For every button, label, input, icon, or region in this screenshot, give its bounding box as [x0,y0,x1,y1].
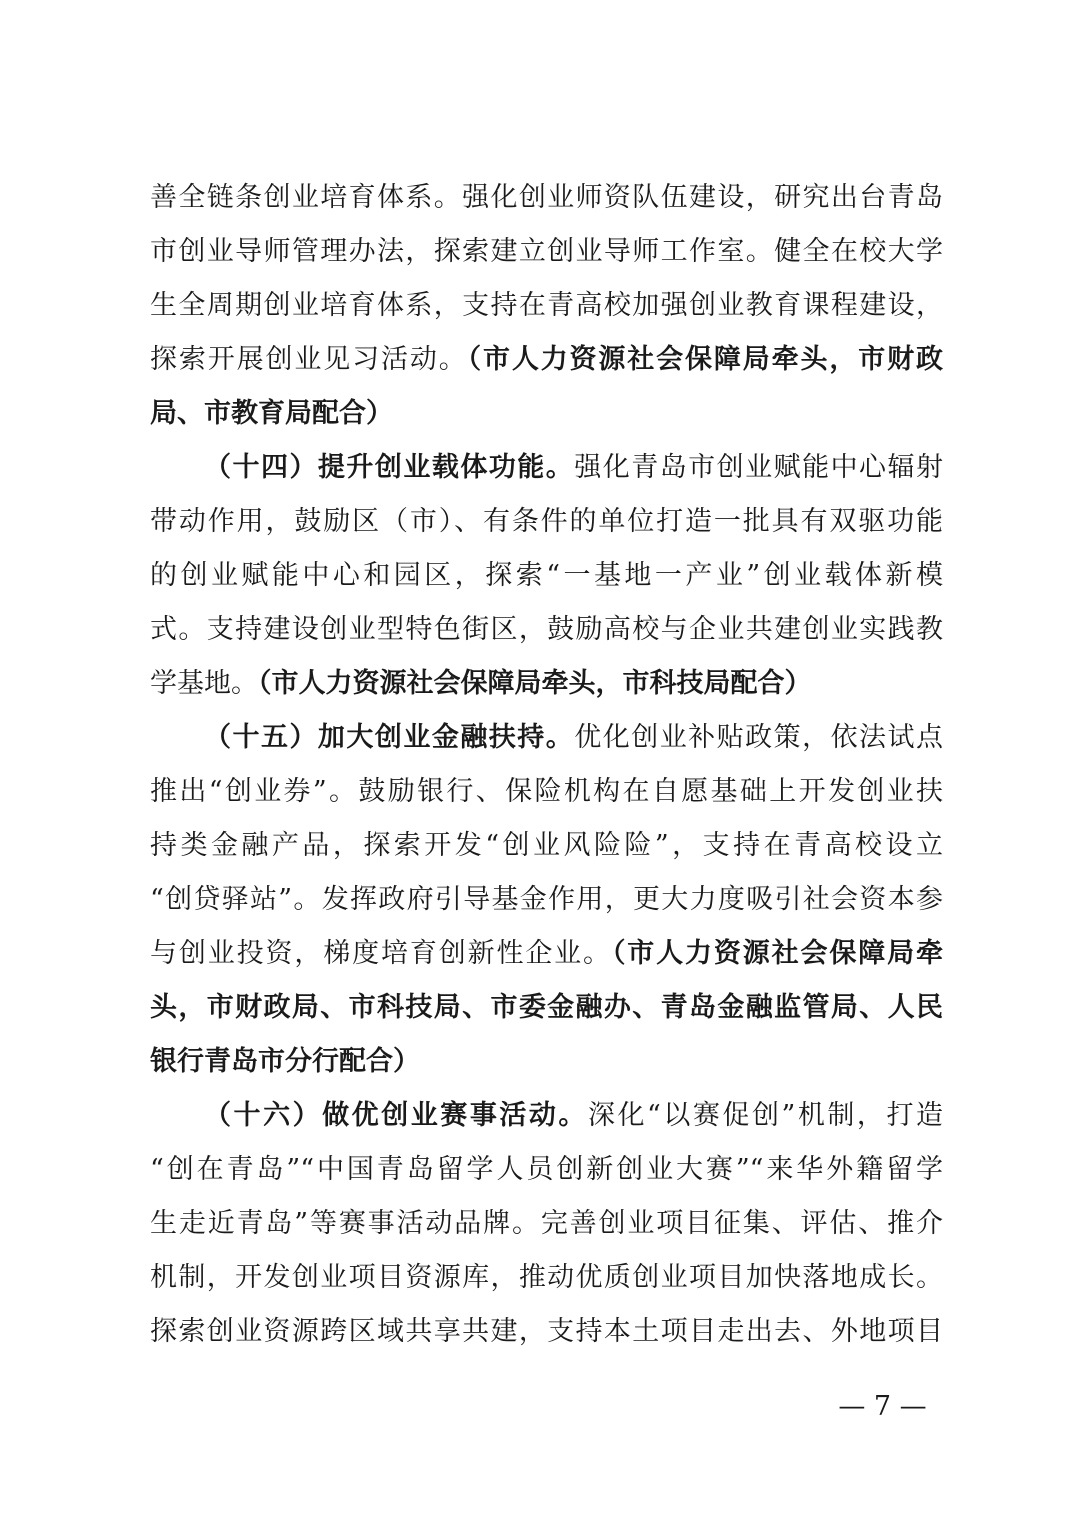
page-number: — 7 — [838,1391,927,1422]
responsible-dept-text: （市人力资源社会保障局牵头，市财政 [467,344,944,375]
text-line-21 [150,1258,943,1298]
text-line-22 [150,1312,943,1352]
text-span: “创在青岛”“中国青岛留学人员创新创业大赛”“来华外籍留学 [150,1154,943,1185]
text-line-12 [150,772,943,812]
text-span: 探索创业资源跨区域共享共建，支持本土项目走出去、外地项目 [150,1316,943,1347]
text-span: 深化“以赛促创”机制，打造 [587,1100,944,1131]
text-span: 与创业投资，梯度培育创新性企业。 [150,938,612,969]
text-line-9 [150,610,943,650]
text-span: “创贷驿站”。发挥政府引导基金作用，更大力度吸引社会资本参 [150,884,943,915]
section-16-line [204,1096,943,1136]
text-span: 优化创业补贴政策，依法试点 [574,722,944,753]
text-line-7 [150,502,943,542]
text-line-13 [150,826,943,866]
text-span: 生全周期创业培育体系，支持在青高校加强创业教育课程建设， [150,290,943,321]
text-line-20 [150,1204,943,1244]
text-line-15 [150,934,943,974]
text-span: 市创业导师管理办法，探索建立创业导师工作室。健全在校大学 [150,236,943,267]
text-line-16 [150,988,943,1028]
text-span: 持类金融产品，探索开发“创业风险险”，支持在青高校设立 [150,830,943,861]
text-line-8 [150,556,943,596]
section-heading-15: （十五）加大创业金融扶持。 [204,722,575,753]
responsible-dept-text: 银行青岛市分行配合） [150,1046,420,1077]
text-span: 强化青岛市创业赋能中心辐射 [574,452,944,483]
text-line-1 [150,178,943,218]
text-line-2 [150,232,943,272]
text-span: 善全链条创业培育体系。强化创业师资队伍建设，研究出台青岛 [150,182,943,213]
responsible-dept-text: 头，市财政局、市科技局、市委金融办、青岛金融监管局、人民 [150,992,943,1023]
section-heading-14: （十四）提升创业载体功能。 [204,452,575,483]
responsible-dept-text: （市人力资源社会保障局牵头，市科技局配合） [258,668,812,699]
text-line-17 [150,1042,943,1082]
text-span: 探索开展创业见习活动。 [150,344,468,375]
text-span: 学基地。 [150,668,258,699]
text-line-4 [150,340,943,380]
text-span: 推出“创业券”。鼓励银行、保险机构在自愿基础上开发创业扶 [150,776,943,807]
text-line-14 [150,880,943,920]
text-line-19 [150,1150,943,1190]
responsible-dept-text: （市人力资源社会保障局牵 [611,938,944,969]
section-heading-16: （十六）做优创业赛事活动。 [204,1100,588,1131]
text-span: 的创业赋能中心和园区，探索“一基地一产业”创业载体新模 [150,560,943,591]
text-span: 生走近青岛”等赛事活动品牌。完善创业项目征集、评估、推介 [150,1208,943,1239]
section-15-line [204,718,943,758]
section-14-line [204,448,943,488]
text-line-5 [150,394,943,434]
text-span: 式。支持建设创业型特色街区，鼓励高校与企业共建创业实践教 [150,614,943,645]
text-line-3 [150,286,943,326]
text-line-10 [150,664,943,704]
text-span: 带动作用，鼓励区（市）、有条件的单位打造一批具有双驱功能 [150,506,943,537]
responsible-dept-text: 局、市教育局配合） [150,398,393,429]
text-span: 机制，开发创业项目资源库，推动优质创业项目加快落地成长。 [150,1262,943,1293]
